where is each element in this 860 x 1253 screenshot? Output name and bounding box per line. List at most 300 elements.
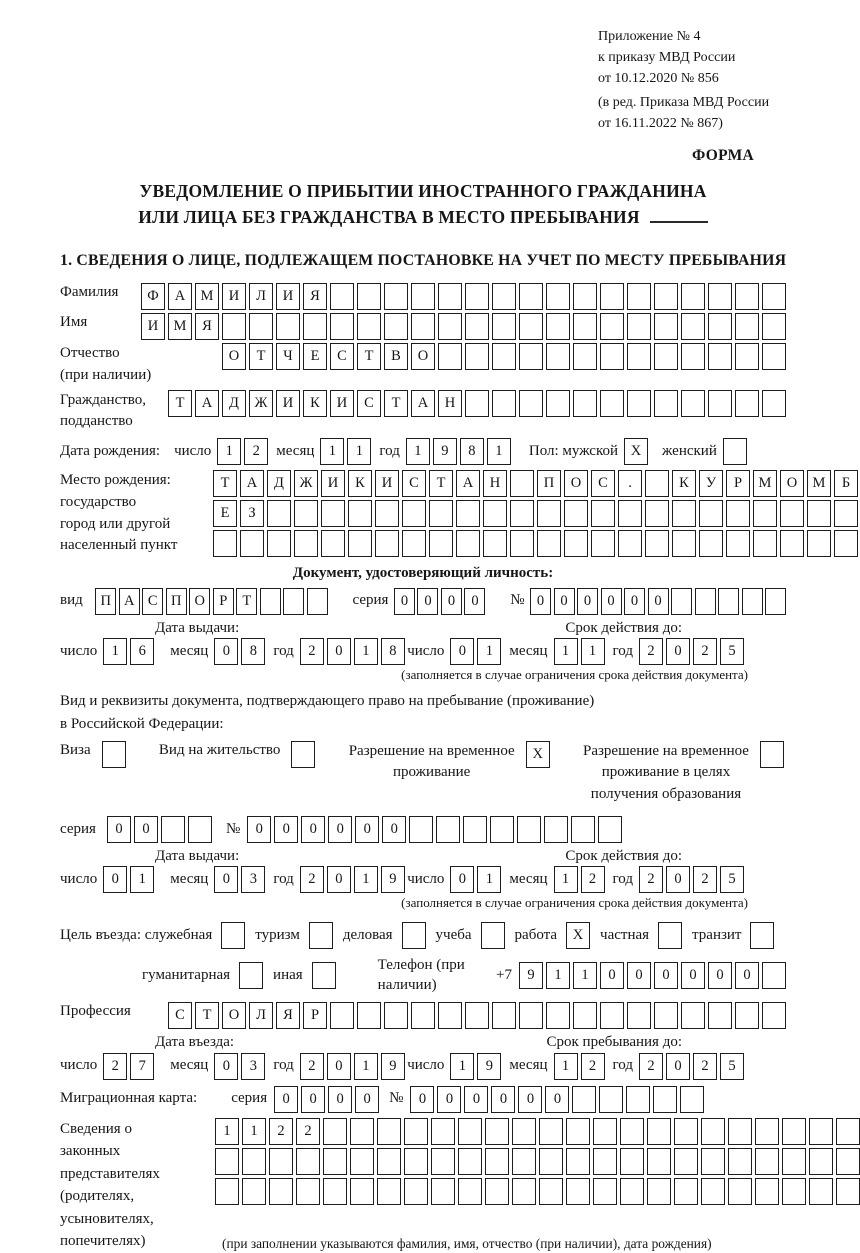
- migration-series-cell[interactable]: 0: [328, 1086, 352, 1113]
- birthplace-cell[interactable]: [807, 530, 831, 557]
- patronymic-cell[interactable]: [681, 343, 705, 370]
- representatives-cell[interactable]: [782, 1148, 806, 1175]
- representatives-cell[interactable]: [350, 1178, 374, 1205]
- representatives-cell[interactable]: [593, 1148, 617, 1175]
- representatives-cell[interactable]: [782, 1178, 806, 1205]
- citizenship-cell[interactable]: И: [276, 390, 300, 417]
- name-cell[interactable]: [276, 313, 300, 340]
- birthplace-cell[interactable]: З: [240, 500, 264, 527]
- migration-number-cell[interactable]: 0: [491, 1086, 515, 1113]
- name-cell[interactable]: [357, 313, 381, 340]
- representatives-cell[interactable]: [323, 1118, 347, 1145]
- patronymic-cell[interactable]: Т: [357, 343, 381, 370]
- birthplace-cell[interactable]: [402, 530, 426, 557]
- surname-cell[interactable]: [438, 283, 462, 310]
- permit-series-cell[interactable]: [188, 816, 212, 843]
- representatives-cell[interactable]: 1: [215, 1118, 239, 1145]
- representatives-cell[interactable]: [593, 1118, 617, 1145]
- entry-year-cell[interactable]: 1: [354, 1053, 378, 1080]
- citizenship-cell[interactable]: С: [357, 390, 381, 417]
- entry-month-cell[interactable]: 3: [241, 1053, 265, 1080]
- birthplace-cell[interactable]: [483, 530, 507, 557]
- name-cell[interactable]: [735, 313, 759, 340]
- profession-cell[interactable]: [519, 1002, 543, 1029]
- patronymic-cell[interactable]: С: [330, 343, 354, 370]
- representatives-cell[interactable]: [512, 1148, 536, 1175]
- checkbox-residence-permit[interactable]: [291, 741, 315, 768]
- representatives-cell[interactable]: [674, 1178, 698, 1205]
- representatives-cell[interactable]: [836, 1118, 860, 1145]
- doc-expiry-year-cell[interactable]: 5: [720, 638, 744, 665]
- birthplace-cell[interactable]: Д: [267, 470, 291, 497]
- patronymic-cell[interactable]: [735, 343, 759, 370]
- profession-cell[interactable]: [546, 1002, 570, 1029]
- permit-number-cell[interactable]: [598, 816, 622, 843]
- representatives-cell[interactable]: [674, 1118, 698, 1145]
- doc-issue-day-cell[interactable]: 1: [103, 638, 127, 665]
- phone-cell[interactable]: 1: [573, 962, 597, 989]
- birthplace-cell[interactable]: [321, 530, 345, 557]
- birthplace-cell[interactable]: [726, 500, 750, 527]
- profession-cell[interactable]: [411, 1002, 435, 1029]
- permit-number-cell[interactable]: 0: [247, 816, 271, 843]
- doc-type-cell[interactable]: [283, 588, 304, 615]
- representatives-cell[interactable]: [215, 1178, 239, 1205]
- birthplace-cell[interactable]: [618, 530, 642, 557]
- permit-expiry-year-cell[interactable]: 2: [639, 866, 663, 893]
- birthplace-cell[interactable]: [483, 500, 507, 527]
- name-cell[interactable]: [654, 313, 678, 340]
- representatives-cell[interactable]: [728, 1178, 752, 1205]
- checkbox-tourism[interactable]: [309, 922, 333, 949]
- birthplace-cell[interactable]: [510, 500, 534, 527]
- birthplace-cell[interactable]: [672, 530, 696, 557]
- doc-type-cell[interactable]: П: [95, 588, 116, 615]
- patronymic-cell[interactable]: О: [222, 343, 246, 370]
- birthplace-cell[interactable]: С: [591, 470, 615, 497]
- doc-number-cell[interactable]: 0: [530, 588, 551, 615]
- citizenship-cell[interactable]: Ж: [249, 390, 273, 417]
- checkbox-temp-residence-edu[interactable]: [760, 741, 784, 768]
- permit-expiry-day-cell[interactable]: 0: [450, 866, 474, 893]
- permit-issue-month-cell[interactable]: 0: [214, 866, 238, 893]
- name-cell[interactable]: [492, 313, 516, 340]
- profession-cell[interactable]: [735, 1002, 759, 1029]
- permit-number-cell[interactable]: 0: [355, 816, 379, 843]
- birthplace-cell[interactable]: [456, 500, 480, 527]
- phone-cell[interactable]: 0: [708, 962, 732, 989]
- representatives-cell[interactable]: [728, 1148, 752, 1175]
- name-cell[interactable]: [465, 313, 489, 340]
- representatives-cell[interactable]: [836, 1148, 860, 1175]
- permit-expiry-day-cell[interactable]: 1: [477, 866, 501, 893]
- permit-expiry-year-cell[interactable]: 2: [693, 866, 717, 893]
- patronymic-cell[interactable]: [762, 343, 786, 370]
- surname-cell[interactable]: [492, 283, 516, 310]
- representatives-cell[interactable]: [755, 1178, 779, 1205]
- migration-series-cell[interactable]: 0: [301, 1086, 325, 1113]
- name-cell[interactable]: [573, 313, 597, 340]
- representatives-cell[interactable]: [539, 1148, 563, 1175]
- representatives-cell[interactable]: [836, 1178, 860, 1205]
- surname-cell[interactable]: М: [195, 283, 219, 310]
- representatives-cell[interactable]: [701, 1148, 725, 1175]
- birthplace-cell[interactable]: [348, 500, 372, 527]
- surname-cell[interactable]: [762, 283, 786, 310]
- representatives-cell[interactable]: [701, 1118, 725, 1145]
- permit-number-cell[interactable]: 0: [301, 816, 325, 843]
- patronymic-cell[interactable]: [519, 343, 543, 370]
- patronymic-cell[interactable]: Е: [303, 343, 327, 370]
- name-cell[interactable]: [762, 313, 786, 340]
- migration-number-cell[interactable]: [599, 1086, 623, 1113]
- representatives-cell[interactable]: [404, 1118, 428, 1145]
- birthplace-cell[interactable]: К: [348, 470, 372, 497]
- doc-issue-month-cell[interactable]: 8: [241, 638, 265, 665]
- representatives-cell[interactable]: [404, 1148, 428, 1175]
- representatives-cell[interactable]: [458, 1148, 482, 1175]
- permit-expiry-month-cell[interactable]: 1: [554, 866, 578, 893]
- birthplace-cell[interactable]: [834, 500, 858, 527]
- surname-cell[interactable]: [330, 283, 354, 310]
- phone-cell[interactable]: 0: [681, 962, 705, 989]
- profession-cell[interactable]: [573, 1002, 597, 1029]
- doc-number-cell[interactable]: 0: [624, 588, 645, 615]
- patronymic-cell[interactable]: В: [384, 343, 408, 370]
- surname-cell[interactable]: [465, 283, 489, 310]
- doc-issue-year-cell[interactable]: 0: [327, 638, 351, 665]
- birthplace-cell[interactable]: [267, 530, 291, 557]
- citizenship-cell[interactable]: [735, 390, 759, 417]
- birthplace-cell[interactable]: Т: [429, 470, 453, 497]
- doc-expiry-month-cell[interactable]: 1: [554, 638, 578, 665]
- birthplace-cell[interactable]: [294, 530, 318, 557]
- permit-issue-day-cell[interactable]: 0: [103, 866, 127, 893]
- doc-issue-year-cell[interactable]: 8: [381, 638, 405, 665]
- doc-type-cell[interactable]: [307, 588, 328, 615]
- citizenship-cell[interactable]: [708, 390, 732, 417]
- patronymic-cell[interactable]: [600, 343, 624, 370]
- permit-series-cell[interactable]: [161, 816, 185, 843]
- birthplace-cell[interactable]: С: [402, 470, 426, 497]
- birthplace-cell[interactable]: [672, 500, 696, 527]
- representatives-cell[interactable]: [620, 1118, 644, 1145]
- patronymic-cell[interactable]: [438, 343, 462, 370]
- entry-year-cell[interactable]: 0: [327, 1053, 351, 1080]
- doc-number-cell[interactable]: [695, 588, 716, 615]
- profession-cell[interactable]: [384, 1002, 408, 1029]
- birthplace-cell[interactable]: [699, 530, 723, 557]
- permit-issue-month-cell[interactable]: 3: [241, 866, 265, 893]
- patronymic-cell[interactable]: Т: [249, 343, 273, 370]
- permit-number-cell[interactable]: [409, 816, 433, 843]
- name-cell[interactable]: [249, 313, 273, 340]
- representatives-cell[interactable]: [593, 1178, 617, 1205]
- patronymic-cell[interactable]: [627, 343, 651, 370]
- birthplace-cell[interactable]: [645, 530, 669, 557]
- doc-type-cell[interactable]: А: [119, 588, 140, 615]
- representatives-cell[interactable]: [350, 1148, 374, 1175]
- representatives-cell[interactable]: [377, 1178, 401, 1205]
- migration-series-cell[interactable]: 0: [274, 1086, 298, 1113]
- representatives-cell[interactable]: [647, 1148, 671, 1175]
- birthplace-cell[interactable]: О: [564, 470, 588, 497]
- birthplace-cell[interactable]: [348, 530, 372, 557]
- profession-cell[interactable]: [465, 1002, 489, 1029]
- birthplace-cell[interactable]: .: [618, 470, 642, 497]
- migration-number-cell[interactable]: 0: [545, 1086, 569, 1113]
- representatives-cell[interactable]: [566, 1178, 590, 1205]
- profession-cell[interactable]: С: [168, 1002, 192, 1029]
- citizenship-cell[interactable]: И: [330, 390, 354, 417]
- stay-month-cell[interactable]: 2: [581, 1053, 605, 1080]
- citizenship-cell[interactable]: Т: [168, 390, 192, 417]
- name-cell[interactable]: [627, 313, 651, 340]
- checkbox-private[interactable]: [658, 922, 682, 949]
- migration-number-cell[interactable]: 0: [464, 1086, 488, 1113]
- doc-series-cell[interactable]: 0: [464, 588, 485, 615]
- birthplace-cell[interactable]: К: [672, 470, 696, 497]
- birthplace-cell[interactable]: [564, 530, 588, 557]
- name-cell[interactable]: [330, 313, 354, 340]
- entry-year-cell[interactable]: 2: [300, 1053, 324, 1080]
- birthplace-cell[interactable]: [564, 500, 588, 527]
- name-cell[interactable]: [681, 313, 705, 340]
- citizenship-cell[interactable]: [600, 390, 624, 417]
- birthplace-cell[interactable]: [618, 500, 642, 527]
- profession-cell[interactable]: Т: [195, 1002, 219, 1029]
- name-cell[interactable]: [411, 313, 435, 340]
- profession-cell[interactable]: [330, 1002, 354, 1029]
- citizenship-cell[interactable]: [681, 390, 705, 417]
- birthplace-cell[interactable]: [537, 500, 561, 527]
- representatives-cell[interactable]: [485, 1118, 509, 1145]
- permit-issue-day-cell[interactable]: 1: [130, 866, 154, 893]
- representatives-cell[interactable]: [647, 1178, 671, 1205]
- representatives-cell[interactable]: [431, 1178, 455, 1205]
- permit-number-cell[interactable]: [571, 816, 595, 843]
- representatives-cell[interactable]: [377, 1148, 401, 1175]
- birthplace-cell[interactable]: Н: [483, 470, 507, 497]
- surname-cell[interactable]: [411, 283, 435, 310]
- birthplace-cell[interactable]: Е: [213, 500, 237, 527]
- surname-cell[interactable]: [573, 283, 597, 310]
- birthplace-cell[interactable]: [753, 530, 777, 557]
- phone-cell[interactable]: 0: [735, 962, 759, 989]
- citizenship-cell[interactable]: К: [303, 390, 327, 417]
- stay-year-cell[interactable]: 5: [720, 1053, 744, 1080]
- doc-type-cell[interactable]: С: [142, 588, 163, 615]
- citizenship-cell[interactable]: [573, 390, 597, 417]
- birthplace-cell[interactable]: [537, 530, 561, 557]
- entry-year-cell[interactable]: 9: [381, 1053, 405, 1080]
- phone-cell[interactable]: 0: [627, 962, 651, 989]
- birthplace-cell[interactable]: [726, 530, 750, 557]
- citizenship-cell[interactable]: [546, 390, 570, 417]
- entry-day-cell[interactable]: 7: [130, 1053, 154, 1080]
- profession-cell[interactable]: Р: [303, 1002, 327, 1029]
- representatives-cell[interactable]: [431, 1148, 455, 1175]
- migration-number-cell[interactable]: 0: [437, 1086, 461, 1113]
- doc-number-cell[interactable]: 0: [601, 588, 622, 615]
- birth-year-cell[interactable]: 1: [406, 438, 430, 465]
- doc-expiry-month-cell[interactable]: 1: [581, 638, 605, 665]
- doc-number-cell[interactable]: [765, 588, 786, 615]
- doc-number-cell[interactable]: [742, 588, 763, 615]
- birthplace-cell[interactable]: [780, 500, 804, 527]
- representatives-cell[interactable]: [269, 1148, 293, 1175]
- profession-cell[interactable]: Л: [249, 1002, 273, 1029]
- permit-series-cell[interactable]: 0: [134, 816, 158, 843]
- birthplace-cell[interactable]: Т: [213, 470, 237, 497]
- birthplace-cell[interactable]: [402, 500, 426, 527]
- doc-issue-year-cell[interactable]: 2: [300, 638, 324, 665]
- doc-number-cell[interactable]: [718, 588, 739, 615]
- representatives-cell[interactable]: [269, 1178, 293, 1205]
- migration-number-cell[interactable]: [653, 1086, 677, 1113]
- doc-type-cell[interactable]: Т: [236, 588, 257, 615]
- name-cell[interactable]: [708, 313, 732, 340]
- doc-type-cell[interactable]: О: [189, 588, 210, 615]
- surname-cell[interactable]: [519, 283, 543, 310]
- patronymic-cell[interactable]: [654, 343, 678, 370]
- doc-expiry-day-cell[interactable]: 1: [477, 638, 501, 665]
- citizenship-cell[interactable]: [492, 390, 516, 417]
- representatives-cell[interactable]: [485, 1178, 509, 1205]
- surname-cell[interactable]: [546, 283, 570, 310]
- doc-type-cell[interactable]: [260, 588, 281, 615]
- permit-number-cell[interactable]: [463, 816, 487, 843]
- permit-issue-year-cell[interactable]: 2: [300, 866, 324, 893]
- entry-month-cell[interactable]: 0: [214, 1053, 238, 1080]
- birthplace-cell[interactable]: М: [807, 470, 831, 497]
- name-cell[interactable]: Я: [195, 313, 219, 340]
- stay-year-cell[interactable]: 0: [666, 1053, 690, 1080]
- name-cell[interactable]: [600, 313, 624, 340]
- profession-cell[interactable]: [492, 1002, 516, 1029]
- entry-day-cell[interactable]: 2: [103, 1053, 127, 1080]
- surname-cell[interactable]: [654, 283, 678, 310]
- birthplace-cell[interactable]: [807, 500, 831, 527]
- surname-cell[interactable]: Я: [303, 283, 327, 310]
- birth-day-cell[interactable]: 2: [244, 438, 268, 465]
- citizenship-cell[interactable]: А: [411, 390, 435, 417]
- birthplace-cell[interactable]: [375, 530, 399, 557]
- name-cell[interactable]: [438, 313, 462, 340]
- profession-cell[interactable]: Я: [276, 1002, 300, 1029]
- surname-cell[interactable]: И: [222, 283, 246, 310]
- surname-cell[interactable]: [600, 283, 624, 310]
- patronymic-cell[interactable]: [465, 343, 489, 370]
- representatives-cell[interactable]: [674, 1148, 698, 1175]
- checkbox-study[interactable]: [481, 922, 505, 949]
- birthplace-cell[interactable]: [834, 530, 858, 557]
- representatives-cell[interactable]: [566, 1118, 590, 1145]
- representatives-cell[interactable]: [215, 1148, 239, 1175]
- name-cell[interactable]: [546, 313, 570, 340]
- phone-cell[interactable]: 0: [654, 962, 678, 989]
- name-cell[interactable]: [384, 313, 408, 340]
- representatives-cell[interactable]: 1: [242, 1118, 266, 1145]
- profession-cell[interactable]: [600, 1002, 624, 1029]
- surname-cell[interactable]: Ф: [141, 283, 165, 310]
- permit-number-cell[interactable]: [436, 816, 460, 843]
- birthplace-cell[interactable]: [645, 500, 669, 527]
- permit-expiry-year-cell[interactable]: 5: [720, 866, 744, 893]
- representatives-cell[interactable]: [485, 1148, 509, 1175]
- birthplace-cell[interactable]: А: [456, 470, 480, 497]
- representatives-cell[interactable]: [350, 1118, 374, 1145]
- doc-number-cell[interactable]: [671, 588, 692, 615]
- representatives-cell[interactable]: [539, 1178, 563, 1205]
- representatives-cell[interactable]: [242, 1178, 266, 1205]
- representatives-cell[interactable]: [296, 1148, 320, 1175]
- surname-cell[interactable]: [627, 283, 651, 310]
- representatives-cell[interactable]: [458, 1118, 482, 1145]
- representatives-cell[interactable]: [809, 1148, 833, 1175]
- birthplace-cell[interactable]: [510, 530, 534, 557]
- permit-number-cell[interactable]: [544, 816, 568, 843]
- permit-issue-year-cell[interactable]: 1: [354, 866, 378, 893]
- doc-expiry-year-cell[interactable]: 2: [639, 638, 663, 665]
- stay-day-cell[interactable]: 9: [477, 1053, 501, 1080]
- surname-cell[interactable]: И: [276, 283, 300, 310]
- title-blank-line[interactable]: [650, 207, 708, 223]
- doc-type-cell[interactable]: П: [166, 588, 187, 615]
- doc-series-cell[interactable]: 0: [394, 588, 415, 615]
- birthplace-cell[interactable]: Ж: [294, 470, 318, 497]
- birthplace-cell[interactable]: [780, 530, 804, 557]
- doc-expiry-year-cell[interactable]: 2: [693, 638, 717, 665]
- birthplace-cell[interactable]: [321, 500, 345, 527]
- doc-series-cell[interactable]: 0: [441, 588, 462, 615]
- birthplace-cell[interactable]: [645, 470, 669, 497]
- birthplace-cell[interactable]: М: [753, 470, 777, 497]
- representatives-cell[interactable]: [728, 1118, 752, 1145]
- permit-issue-year-cell[interactable]: 0: [327, 866, 351, 893]
- birthplace-cell[interactable]: [699, 500, 723, 527]
- representatives-cell[interactable]: [809, 1118, 833, 1145]
- surname-cell[interactable]: Л: [249, 283, 273, 310]
- citizenship-cell[interactable]: [762, 390, 786, 417]
- birth-year-cell[interactable]: 1: [487, 438, 511, 465]
- patronymic-cell[interactable]: [573, 343, 597, 370]
- citizenship-cell[interactable]: [627, 390, 651, 417]
- patronymic-cell[interactable]: [492, 343, 516, 370]
- birthplace-cell[interactable]: Р: [726, 470, 750, 497]
- representatives-cell[interactable]: [323, 1148, 347, 1175]
- representatives-cell[interactable]: [647, 1118, 671, 1145]
- birthplace-cell[interactable]: [510, 470, 534, 497]
- checkbox-temp-residence[interactable]: X: [526, 741, 550, 768]
- doc-issue-day-cell[interactable]: 6: [130, 638, 154, 665]
- representatives-cell[interactable]: [242, 1148, 266, 1175]
- birthplace-cell[interactable]: П: [537, 470, 561, 497]
- permit-issue-year-cell[interactable]: 9: [381, 866, 405, 893]
- profession-cell[interactable]: [681, 1002, 705, 1029]
- surname-cell[interactable]: А: [168, 283, 192, 310]
- birthplace-cell[interactable]: Б: [834, 470, 858, 497]
- profession-cell[interactable]: [762, 1002, 786, 1029]
- migration-number-cell[interactable]: 0: [410, 1086, 434, 1113]
- doc-issue-year-cell[interactable]: 1: [354, 638, 378, 665]
- name-cell[interactable]: И: [141, 313, 165, 340]
- checkbox-business[interactable]: [402, 922, 426, 949]
- birthplace-cell[interactable]: [375, 500, 399, 527]
- permit-number-cell[interactable]: [517, 816, 541, 843]
- doc-issue-month-cell[interactable]: 0: [214, 638, 238, 665]
- birth-month-cell[interactable]: 1: [320, 438, 344, 465]
